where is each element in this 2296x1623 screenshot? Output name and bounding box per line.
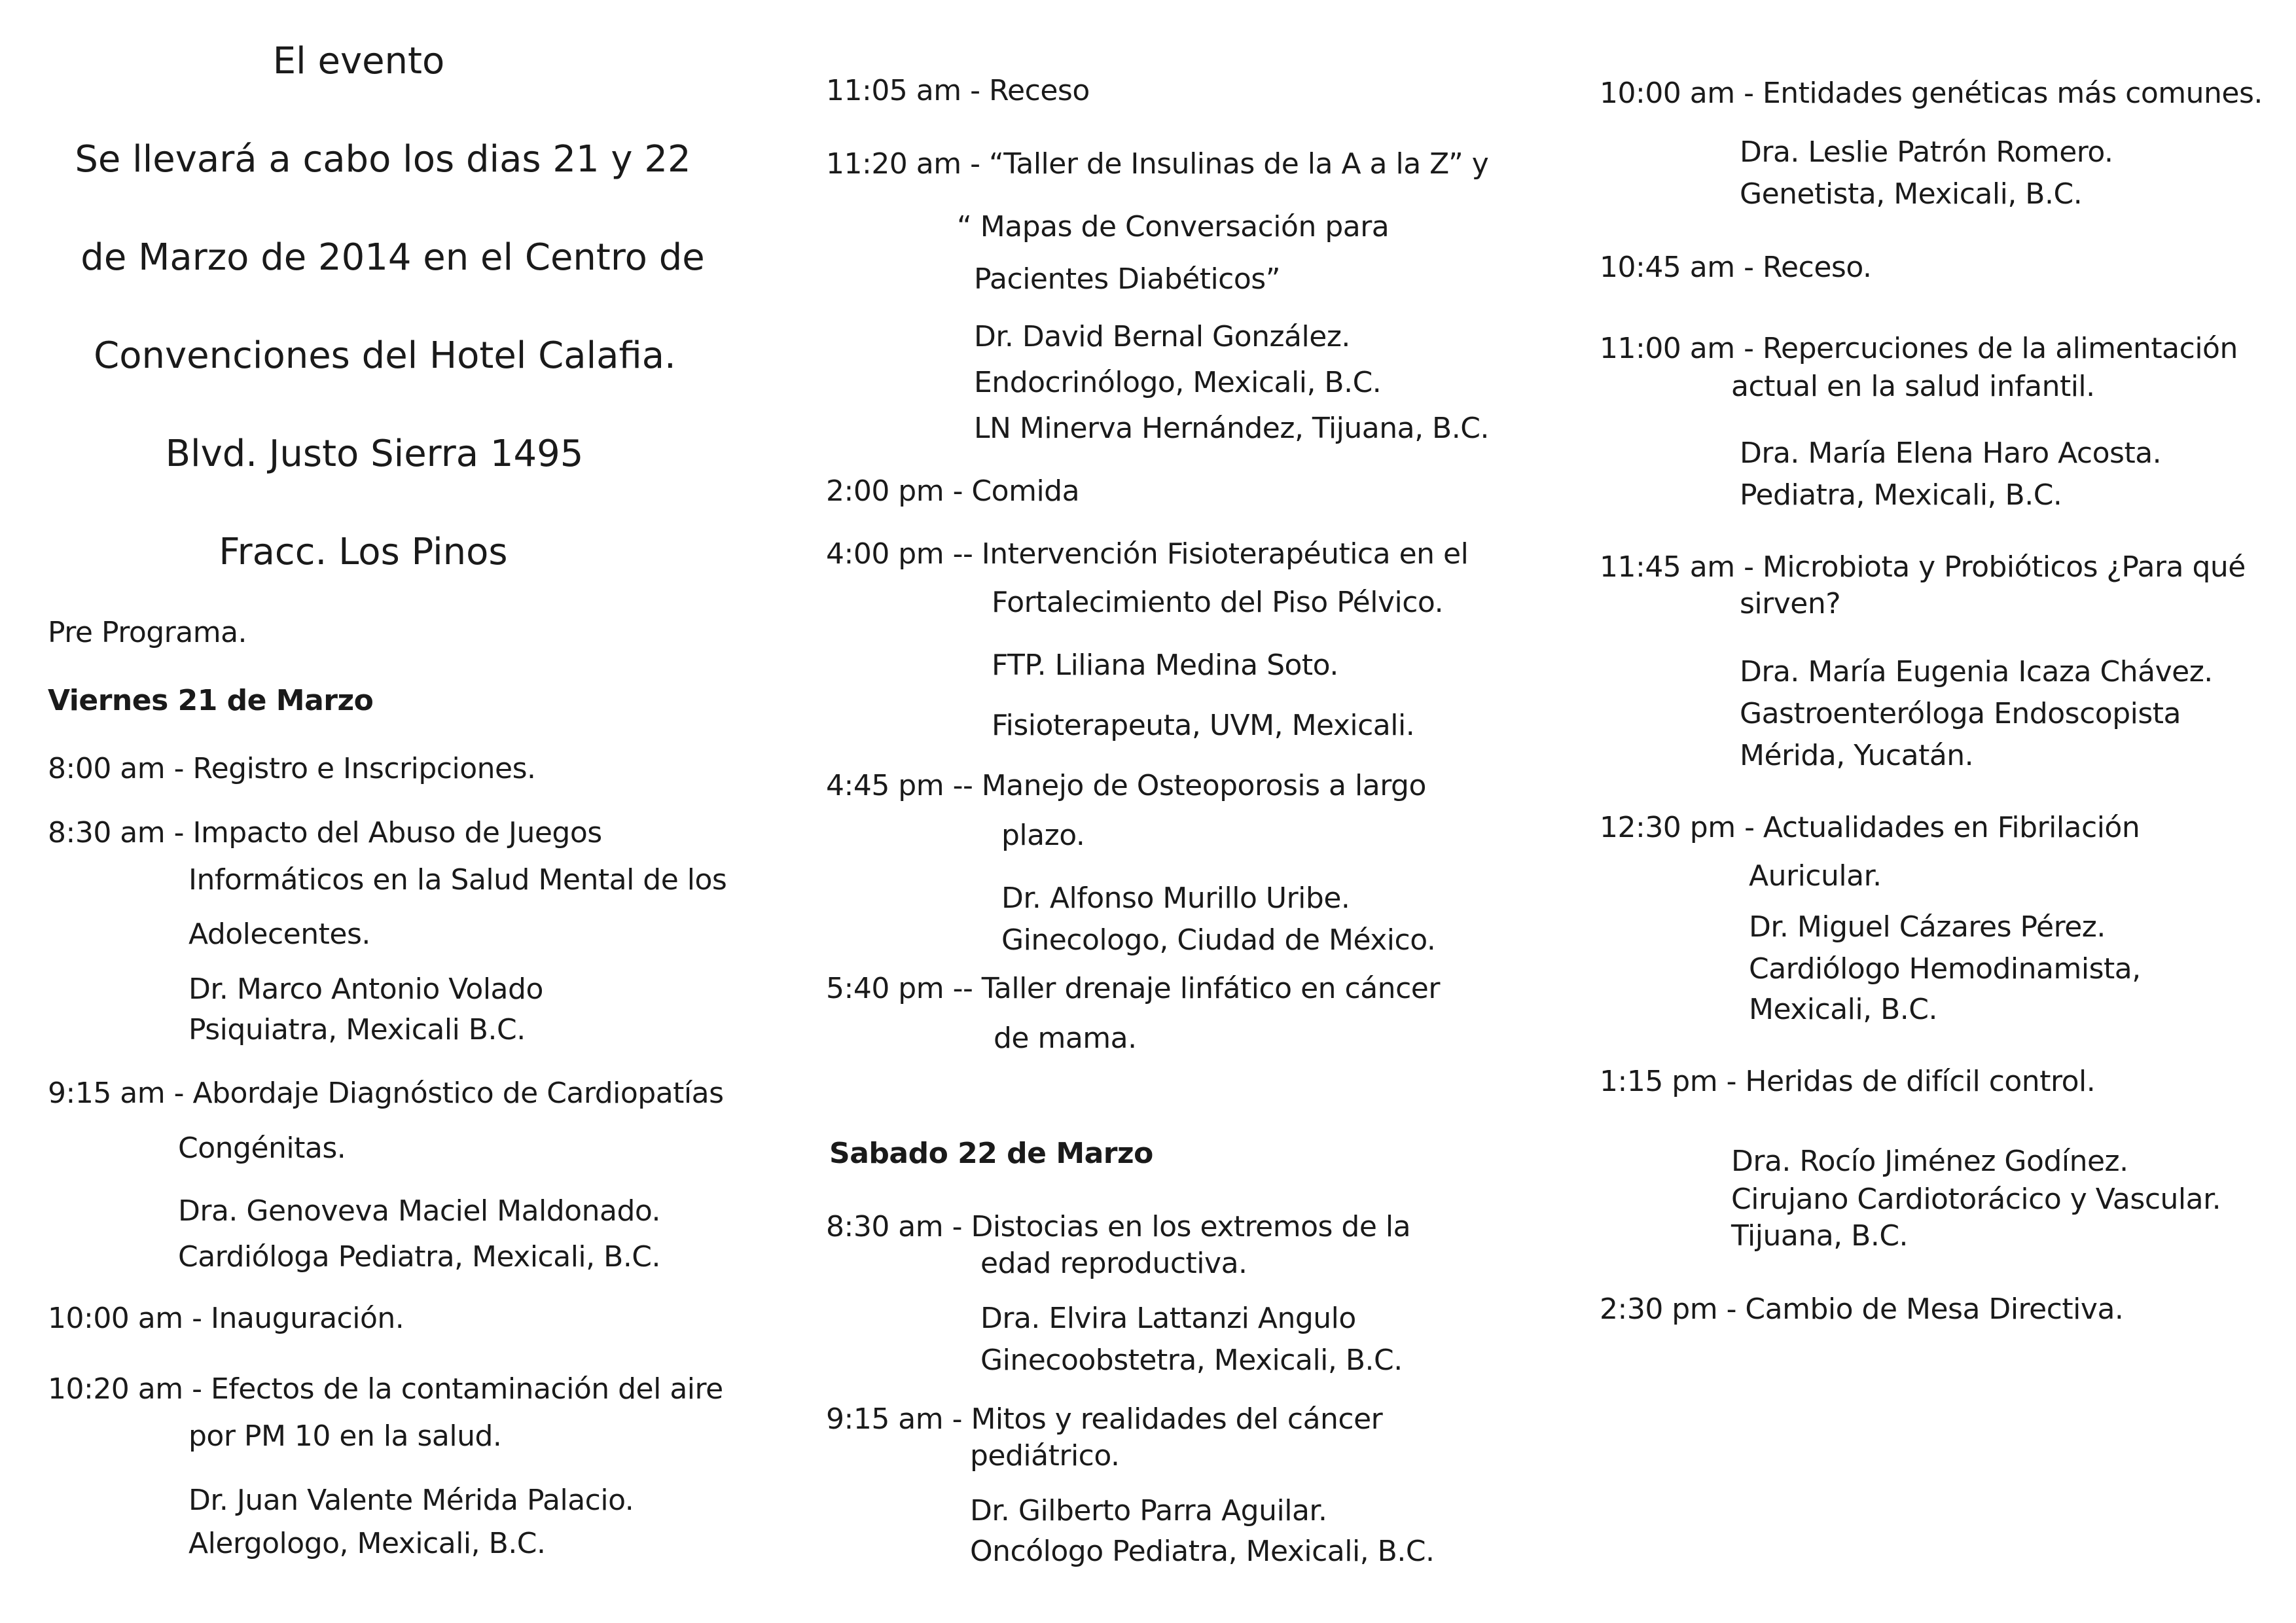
speaker-line: Cardióloga Pediatra, Mexicali, B.C. <box>178 1240 661 1274</box>
schedule-line: 10:45 am - Receso. <box>1600 251 1872 284</box>
speaker-line: Dr. Miguel Cázares Pérez. <box>1749 910 2106 944</box>
speaker-line: Tijuana, B.C. <box>1731 1219 1909 1253</box>
schedule-line: 2:00 pm - Comida <box>826 474 1080 508</box>
event-intro-line-1: Se llevará a cabo los dias 21 y 22 <box>75 138 691 181</box>
event-title: El evento <box>272 40 445 82</box>
schedule-line: 8:00 am - Registro e Inscripciones. <box>48 752 536 785</box>
speaker-line: Cirujano Cardiotorácico y Vascular. <box>1731 1183 2221 1216</box>
schedule-line: 9:15 am - Abordaje Diagnóstico de Cardiopatías <box>48 1077 724 1110</box>
speaker-line: Dra. María Elena Haro Acosta. <box>1740 437 2162 470</box>
schedule-line: 11:05 am - Receso <box>826 74 1090 107</box>
schedule-line: Fortalecimiento del Piso Pélvico. <box>992 586 1444 619</box>
day-heading-sabado: Sabado 22 de Marzo <box>829 1137 1153 1170</box>
speaker-line: Dra. Rocío Jiménez Godínez. <box>1731 1145 2128 1178</box>
schedule-line: sirven? <box>1740 587 1841 620</box>
speaker-line: Dra. Leslie Patrón Romero. <box>1740 135 2113 169</box>
event-intro-line-2: de Marzo de 2014 en el Centro de <box>81 236 705 279</box>
speaker-line: Dr. Gilberto Parra Aguilar. <box>970 1494 1327 1527</box>
speaker-line: Dra. Genoveva Maciel Maldonado. <box>178 1194 661 1228</box>
schedule-line: Auricular. <box>1749 859 1882 893</box>
schedule-line: 12:30 pm - Actualidades en Fibrilación <box>1600 811 2140 844</box>
schedule-line: Congénitas. <box>178 1132 346 1165</box>
speaker-line: Oncólogo Pediatra, Mexicali, B.C. <box>970 1535 1435 1568</box>
program-heading: Pre Programa. <box>48 616 247 649</box>
schedule-line: 11:00 am - Repercuciones de la alimentación <box>1600 332 2238 365</box>
schedule-line: 8:30 am - Impacto del Abuso de Juegos <box>48 816 602 849</box>
speaker-line: Fisioterapeuta, UVM, Mexicali. <box>992 709 1415 742</box>
speaker-line: Endocrinólogo, Mexicali, B.C. <box>974 366 1382 399</box>
speaker-line: LN Minerva Hernández, Tijuana, B.C. <box>974 412 1489 445</box>
schedule-line: 4:00 pm -- Intervención Fisioterapéutica en el <box>826 537 1469 571</box>
speaker-line: Ginecoobstetra, Mexicali, B.C. <box>980 1344 1403 1377</box>
schedule-line: 4:45 pm -- Manejo de Osteoporosis a largo <box>826 769 1426 802</box>
schedule-line: “ Mapas de Conversación para <box>957 210 1390 243</box>
speaker-line: Psiquiatra, Mexicali B.C. <box>188 1013 526 1046</box>
speaker-line: Mexicali, B.C. <box>1749 993 1937 1026</box>
speaker-line: Dra. María Eugenia Icaza Chávez. <box>1740 655 2213 688</box>
speaker-line: Pediatra, Mexicali, B.C. <box>1740 478 2062 512</box>
speaker-line: Genetista, Mexicali, B.C. <box>1740 177 2083 211</box>
speaker-line: Gastroenteróloga Endoscopista <box>1740 697 2181 730</box>
schedule-line: 10:20 am - Efectos de la contaminación del aire <box>48 1372 723 1406</box>
speaker-line: Mérida, Yucatán. <box>1740 739 1974 772</box>
schedule-line: Adolecentes. <box>188 918 370 951</box>
schedule-line: de mama. <box>994 1022 1137 1055</box>
speaker-line: Dr. Alfonso Murillo Uribe. <box>1001 882 1350 915</box>
schedule-line: 2:30 pm - Cambio de Mesa Directiva. <box>1600 1293 2124 1326</box>
schedule-line: 1:15 pm - Heridas de difícil control. <box>1600 1065 2096 1098</box>
event-intro-line-5: Fracc. Los Pinos <box>219 531 508 573</box>
speaker-line: Dra. Elvira Lattanzi Angulo <box>980 1302 1356 1335</box>
speaker-line: Cardiólogo Hemodinamista, <box>1749 952 2141 986</box>
schedule-line: pediátrico. <box>970 1439 1120 1472</box>
speaker-line: Dr. David Bernal González. <box>974 320 1350 353</box>
schedule-line: Pacientes Diabéticos” <box>974 262 1280 296</box>
schedule-line: 8:30 am - Distocias en los extremos de la <box>826 1210 1411 1243</box>
schedule-line: 9:15 am - Mitos y realidades del cáncer <box>826 1402 1383 1436</box>
speaker-line: Dr. Juan Valente Mérida Palacio. <box>188 1484 634 1517</box>
speaker-line: Alergologo, Mexicali, B.C. <box>188 1527 546 1560</box>
schedule-line: 10:00 am - Entidades genéticas más comunes. <box>1600 77 2263 110</box>
schedule-line: actual en la salud infantil. <box>1731 370 2095 403</box>
event-intro-line-4: Blvd. Justo Sierra 1495 <box>165 433 584 475</box>
event-intro-line-3: Convenciones del Hotel Calafia. <box>94 334 676 377</box>
schedule-line: 5:40 pm -- Taller drenaje linfático en cáncer <box>826 972 1440 1005</box>
schedule-line: edad reproductiva. <box>980 1247 1247 1280</box>
schedule-line: 10:00 am - Inauguración. <box>48 1302 404 1335</box>
speaker-line: FTP. Liliana Medina Soto. <box>992 649 1338 682</box>
schedule-line: Informáticos en la Salud Mental de los <box>188 863 727 897</box>
schedule-line: por PM 10 en la salud. <box>188 1419 502 1453</box>
schedule-line: plazo. <box>1001 819 1085 852</box>
speaker-line: Dr. Marco Antonio Volado <box>188 972 543 1006</box>
day-heading-viernes: Viernes 21 de Marzo <box>48 684 374 717</box>
schedule-line: 11:20 am - “Taller de Insulinas de la A a la Z” y <box>826 147 1489 181</box>
schedule-line: 11:45 am - Microbiota y Probióticos ¿Para qué <box>1600 550 2246 584</box>
speaker-line: Ginecologo, Ciudad de México. <box>1001 923 1436 957</box>
